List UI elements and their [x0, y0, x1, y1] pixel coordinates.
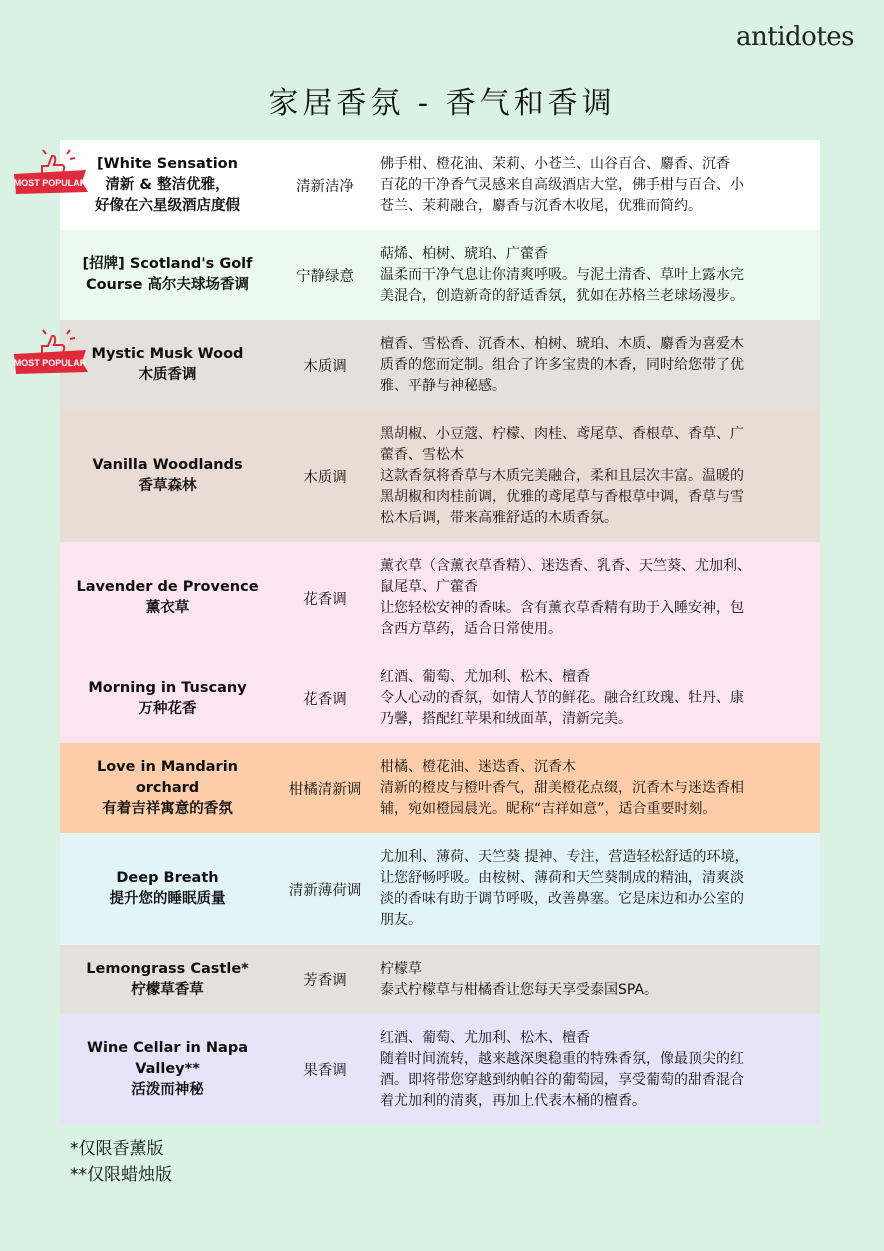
footnotes — [70, 1136, 172, 1188]
table-row — [60, 833, 820, 945]
table-row — [60, 1014, 820, 1125]
scent-description: 柠檬草 泰式柠檬草与柑橘香让您每天享受泰国SPA。 — [380, 960, 659, 998]
most-popular-badge — [12, 146, 92, 200]
scent-name: [招牌] Scotland's Golf Course 高尔夫球场香调 — [82, 256, 253, 293]
scent-name: Lavender de Provence 薰衣草 — [76, 579, 259, 616]
table-row — [60, 542, 820, 654]
footnote: **仅限蜡烛版 — [70, 1165, 172, 1185]
scent-table — [13, 140, 820, 1125]
table-row — [60, 654, 820, 743]
scent-description: 檀香、雪松香、沉香木、柏树、琥珀、木质、麝香为喜爱木 质香的您而定制。组合了许多宝贵的木香，同时给您带了优 雅、平静与神秘感。 — [380, 335, 744, 394]
scent-type: 清新洁净 — [296, 178, 354, 195]
scent-type: 花香调 — [303, 591, 347, 608]
table-row — [60, 410, 820, 542]
scent-name: [White Sensation 清新 & 整洁优雅， 好像在六星级酒店度假 — [95, 155, 240, 214]
scent-description: 薰衣草（含薰衣草香精）、迷迭香、乳香、天竺葵、尤加利、 鼠尾草、广藿香 让您轻松安神的香味。含有薰衣草香精有助于入睡安神，包 含西方草药，适合日常使用。 — [380, 558, 751, 637]
most-popular-badge — [12, 326, 92, 380]
table-row — [60, 743, 820, 833]
badge-label: MOST POPULAR — [13, 178, 87, 188]
scent-type: 宁静绿意 — [296, 268, 354, 285]
scent-description: 萜烯、柏树、琥珀、广藿香 温柔而干净气息让你清爽呼吸。与泥土清香、草叶上露水完 美混合，创造新奇的舒适香氛，犹如在苏格兰老球场漫步。 — [380, 245, 744, 304]
scent-type: 木质调 — [303, 469, 347, 486]
table-row — [60, 945, 820, 1014]
scent-name: Vanilla Woodlands 香草森林 — [92, 457, 243, 494]
scent-description: 黑胡椒、小豆蔻、柠檬、肉桂、鸢尾草、香根草、香草、广 藿香、雪松木 这款香氛将香草与木质完美融合，柔和且层次丰富。温暖的 黑胡椒和肉桂前调，优雅的鸢尾草与香根草中调，香草与雪 松木后调，带来高雅舒适的木质香氛。 — [380, 425, 744, 526]
brand-logo: antidotes — [736, 22, 854, 52]
table-row — [13, 320, 820, 410]
scent-name: Deep Breath 提升您的睡眠质量 — [109, 870, 226, 907]
scent-description: 尤加利、薄荷、天竺葵 提神、专注，营造轻松舒适的环境， 让您舒畅呼吸。由桉树、薄荷和天竺葵制成的精油，清爽淡 淡的香味有助于调节呼吸，改善鼻塞。它是床边和办公室的 朋友。 — [380, 849, 749, 928]
scent-description: 红酒、葡萄、尤加利、松木、檀香 令人心动的香氛，如情人节的鲜花。融合红玫瑰、牡丹、康 乃馨，搭配红苹果和绒面革，清新完美。 — [380, 669, 744, 727]
scent-description: 佛手柑、橙花油、茉莉、小苍兰、山谷百合、麝香、沉香 百花的干净香气灵感来自高级酒店大堂，佛手柑与百合、小 苍兰、茉莉融合，麝香与沉香木收尾，优雅而简约。 — [380, 155, 744, 214]
scent-type: 木质调 — [303, 358, 347, 375]
scent-description: 柑橘、橙花油、迷迭香、沉香木 清新的橙皮与橙叶香气，甜美橙花点缀，沉香木与迷迭香相 辅，宛如橙园晨光。昵称“吉祥如意”，适合重要时刻。 — [380, 758, 744, 817]
scent-name: Love in Mandarin orchard 有着吉祥寓意的香氛 — [96, 758, 239, 817]
scent-type: 清新薄荷调 — [288, 882, 362, 899]
badge-label: MOST POPULAR — [13, 358, 87, 368]
scent-name: Lemongrass Castle* 柠檬草香草 — [86, 960, 249, 998]
scent-type: 芳香调 — [303, 973, 347, 989]
page-title: 家居香氛 - 香气和香调 — [268, 86, 616, 121]
footnote: *仅限香薰版 — [70, 1139, 164, 1159]
table-row — [13, 140, 820, 230]
scent-name: Wine Cellar in Napa Valley** 活泼而神秘 — [87, 1040, 248, 1098]
scent-type: 柑橘清新调 — [288, 781, 362, 798]
scent-type: 果香调 — [303, 1063, 347, 1079]
table-row — [60, 230, 820, 320]
scent-name: Mystic Musk Wood 木质香调 — [91, 346, 244, 383]
scent-description: 红酒、葡萄、尤加利、松木、檀香 随着时间流转，越来越深奥稳重的特殊香氛，像最顶尖的红 酒。即将带您穿越到纳帕谷的葡萄园，享受葡萄的甜香混合 着尤加利的清爽，再加上代表木桶的檀香。 — [380, 1029, 744, 1109]
scent-name: Morning in Tuscany 万种花香 — [88, 679, 247, 717]
scent-type: 花香调 — [303, 692, 347, 708]
